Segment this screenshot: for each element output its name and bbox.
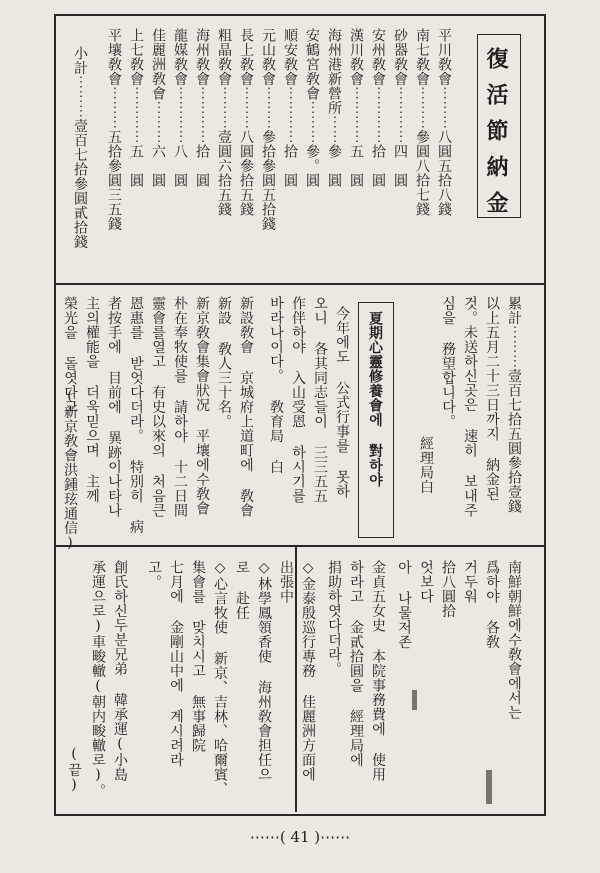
retreat-line: 今年에도 公式行事를 못하: [334, 306, 350, 499]
donation-entry: 粗晶敎會⋯⋯⋯壹圓六拾五錢: [216, 28, 232, 217]
report-line: 朴在奉牧使를 請하야 十二日間: [172, 296, 188, 518]
donation-entry: 元山敎會⋯⋯⋯參拾參圓五拾錢: [260, 28, 276, 231]
page-number: ⋯⋯( 41 )⋯⋯: [249, 828, 351, 846]
news-line: ◇金泰殷巡行專務 佳麗洲方面에: [300, 560, 316, 782]
donation-entry: 平川敎會⋯⋯⋯八圓五拾八錢: [436, 28, 452, 217]
southern-line: 엇보다: [418, 560, 434, 604]
donation-entry: 海州敎會⋯⋯⋯⋯拾 圓: [194, 28, 210, 188]
column-divider-bottom: [295, 546, 297, 812]
southern-line: 拾八圓拾: [440, 560, 456, 618]
report-line: 者按手에 目前에 異跡이나타나: [106, 296, 122, 518]
retreat-title: 夏期心靈修養會에 對하야: [367, 311, 383, 487]
donation-entry: 海州港新營所⋯⋯參 圓: [326, 28, 342, 188]
report-line: 新設 敎人三十名。: [216, 296, 232, 429]
cumulative-line: 심을 務望합니다。: [440, 296, 456, 429]
report-line: 新設敎會 京城府上道町에 敎會: [238, 296, 254, 518]
news-line: 出張中: [278, 560, 294, 604]
cumulative-line: 累計⋯⋯⋯壹百七拾五圓參拾壹錢: [506, 296, 522, 514]
donation-entry: 長上敎會⋯⋯⋯八圓參拾五錢: [238, 28, 254, 217]
donation-entry: 順安敎會⋯⋯⋯⋯拾 圓: [282, 28, 298, 188]
southern-line: 爲하야 各敎: [484, 560, 500, 649]
donation-entry: 平壤敎會⋯⋯⋯五拾參圓三五錢: [106, 28, 122, 231]
southern-line: 南鮮朝鮮에수敎會에서는: [506, 560, 522, 720]
news-line: 集會를 맞치시고 無事歸院: [190, 560, 206, 753]
news-line: ◇林學鳳領香使 海州敎會担任으: [256, 560, 272, 782]
report-line: 恩惠를 받엇다더라。 特別히 病: [128, 296, 144, 534]
ink-stain: [412, 690, 417, 710]
news-line: 捐助하엿다더라。: [326, 560, 342, 676]
section-divider-top: [54, 283, 544, 285]
retreat-line: 오니 各其同志들이 三三五五: [312, 296, 328, 503]
end-mark: (끝): [66, 746, 82, 794]
southern-line: 거두워: [462, 560, 478, 604]
report-line: 靈會를열고 有史以來의 처음큰: [150, 296, 166, 518]
report-line: 新京敎會集會狀况 平壤에수敎會: [194, 296, 210, 516]
cumulative-line: 以上五月二十三日까지 納金된: [484, 296, 500, 501]
donation-entry: 砂器敎會⋯⋯⋯⋯四 圓: [392, 28, 408, 188]
donation-entry: 佳麗洲敎會⋯⋯⋯六 圓: [150, 28, 166, 188]
donation-title: 復活節納金: [483, 47, 509, 227]
southern-line: 아 나물저존: [396, 560, 412, 649]
donation-entry: 安鶴宮敎會⋯⋯⋯參。圓: [304, 28, 320, 188]
news-line: 로 赴任: [234, 560, 250, 620]
retreat-line: 作伴하야 入山受恩 하시기를: [290, 296, 306, 503]
report-line: 榮光을 돌엿다고: [62, 296, 78, 414]
ink-stain: [486, 770, 492, 804]
cumulative-line: 것。未送하신곳은 速히 보내주: [462, 296, 478, 518]
report-line: 主의權能을 더욱믿으며 主께: [84, 296, 100, 503]
donation-entry: 上七敎會⋯⋯⋯⋯五 圓: [128, 28, 144, 188]
news-line: 고。: [146, 560, 162, 589]
donation-entry: 安州敎會⋯⋯⋯⋯拾 圓: [370, 28, 386, 188]
cumulative-signature: 經理局白: [418, 436, 434, 494]
retreat-title-box: [358, 302, 394, 538]
news-line: 하라고 金貳拾圓을 經理局에: [348, 560, 364, 767]
name-change-line: 承運으로)車畯轍(朝内畯轍로)。: [90, 560, 106, 798]
donation-entry: 南七敎會⋯⋯⋯參圓八拾七錢: [414, 28, 430, 217]
news-line: 七月에 金剛山中에 계시려라: [168, 560, 184, 767]
retreat-line: 바라나이다。 敎育局 白: [268, 296, 284, 474]
donation-title-box: [477, 34, 521, 227]
name-change-line: 創氏하신두분兄弟 韓承運(小島: [112, 560, 128, 782]
news-line: ◇心言牧使 新京、吉林、哈爾賓、: [212, 560, 228, 796]
news-line: 金貞五女史 本院事務費에 使用: [370, 560, 386, 782]
report-source: (新京敎會洪鍾玹通信): [62, 388, 78, 552]
donation-subtotal: 小計⋯⋯⋯壹百七拾參圓貳拾錢: [72, 46, 88, 249]
section-divider-bottom: [54, 545, 544, 547]
donation-entry: 漢川敎會⋯⋯⋯⋯五 圓: [348, 28, 364, 188]
donation-entry: 龍媒敎會⋯⋯⋯⋯八 圓: [172, 28, 188, 188]
